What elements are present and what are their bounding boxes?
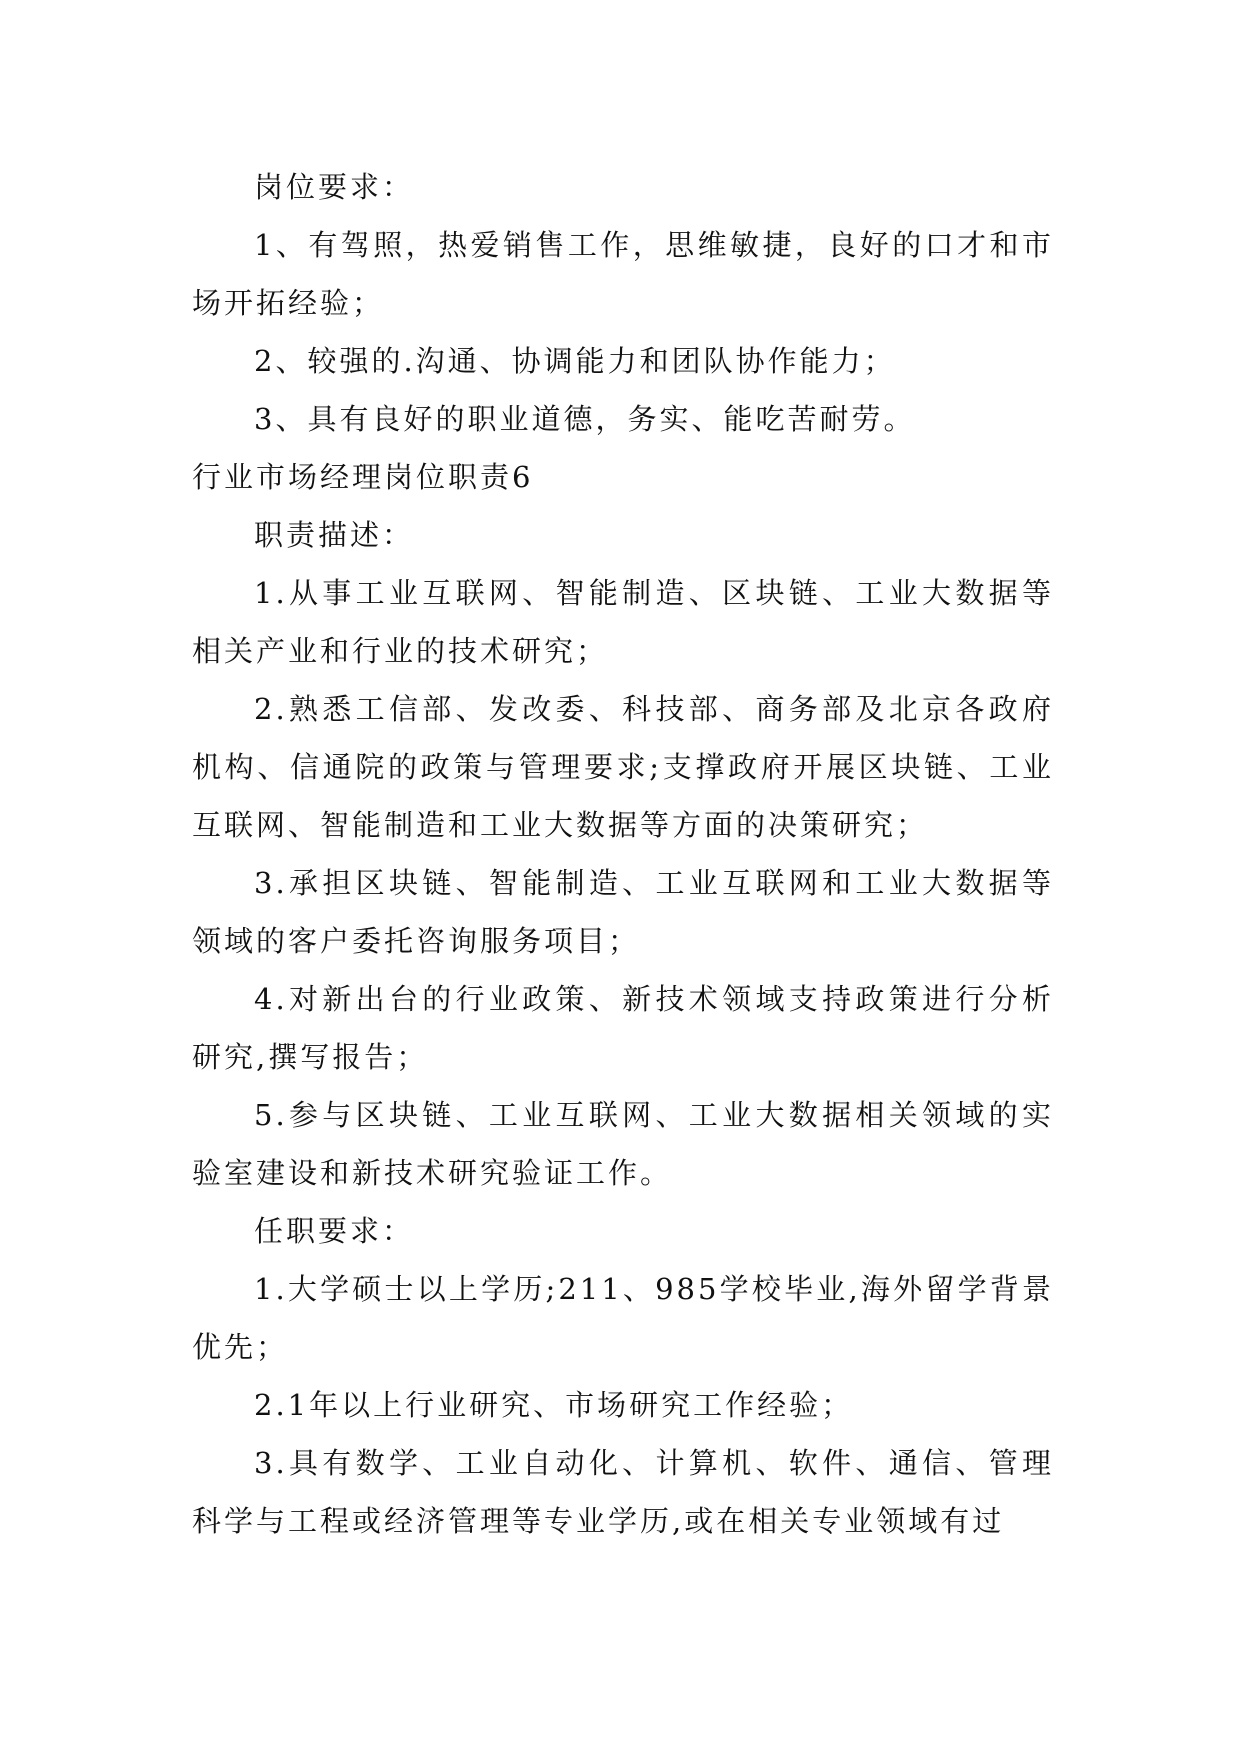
paragraph-qualification-1: 1.大学硕士以上学历;211、985学校毕业,海外留学背景优先； — [192, 1272, 1054, 1364]
paragraph-duty-2: 2.熟悉工信部、发改委、科技部、商务部及北京各政府机构、信通院的政策与管理要求;支撑政府开展区块链、工业互联网、智能制造和工业大数据等方面的决策研究； — [192, 692, 1054, 842]
paragraph-duties-heading: 职责描述： — [254, 518, 415, 552]
paragraph-duty-3: 3.承担区块链、智能制造、工业互联网和工业大数据等领域的客户委托咨询服务项目； — [192, 866, 1054, 958]
paragraph-requirements-heading: 岗位要求： — [254, 170, 415, 204]
paragraph-requirement-1: 1、有驾照，热爱销售工作，思维敏捷，良好的口才和市场开拓经验； — [192, 228, 1054, 320]
paragraph-qualifications-heading: 任职要求： — [254, 1214, 415, 1248]
paragraph-requirement-3: 3、具有良好的职业道德，务实、能吃苦耐劳。 — [254, 402, 916, 436]
section-title: 行业市场经理岗位职责6 — [192, 460, 534, 494]
paragraph-duty-5: 5.参与区块链、工业互联网、工业大数据相关领域的实验室建设和新技术研究验证工作。 — [192, 1098, 1054, 1190]
paragraph-duty-4: 4.对新出台的行业政策、新技术领域支持政策进行分析研究,撰写报告； — [192, 982, 1054, 1074]
paragraph-duty-1: 1.从事工业互联网、智能制造、区块链、工业大数据等相关产业和行业的技术研究； — [192, 576, 1054, 668]
paragraph-requirement-2: 2、较强的.沟通、协调能力和团队协作能力； — [254, 344, 896, 378]
paragraph-qualification-2: 2.1年以上行业研究、市场研究工作经验； — [254, 1388, 854, 1422]
document-body — [192, 158, 1054, 1550]
paragraph-qualification-3: 3.具有数学、工业自动化、计算机、软件、通信、管理科学与工程或经济管理等专业学历,或在相关专业领域有过 — [192, 1446, 1054, 1538]
